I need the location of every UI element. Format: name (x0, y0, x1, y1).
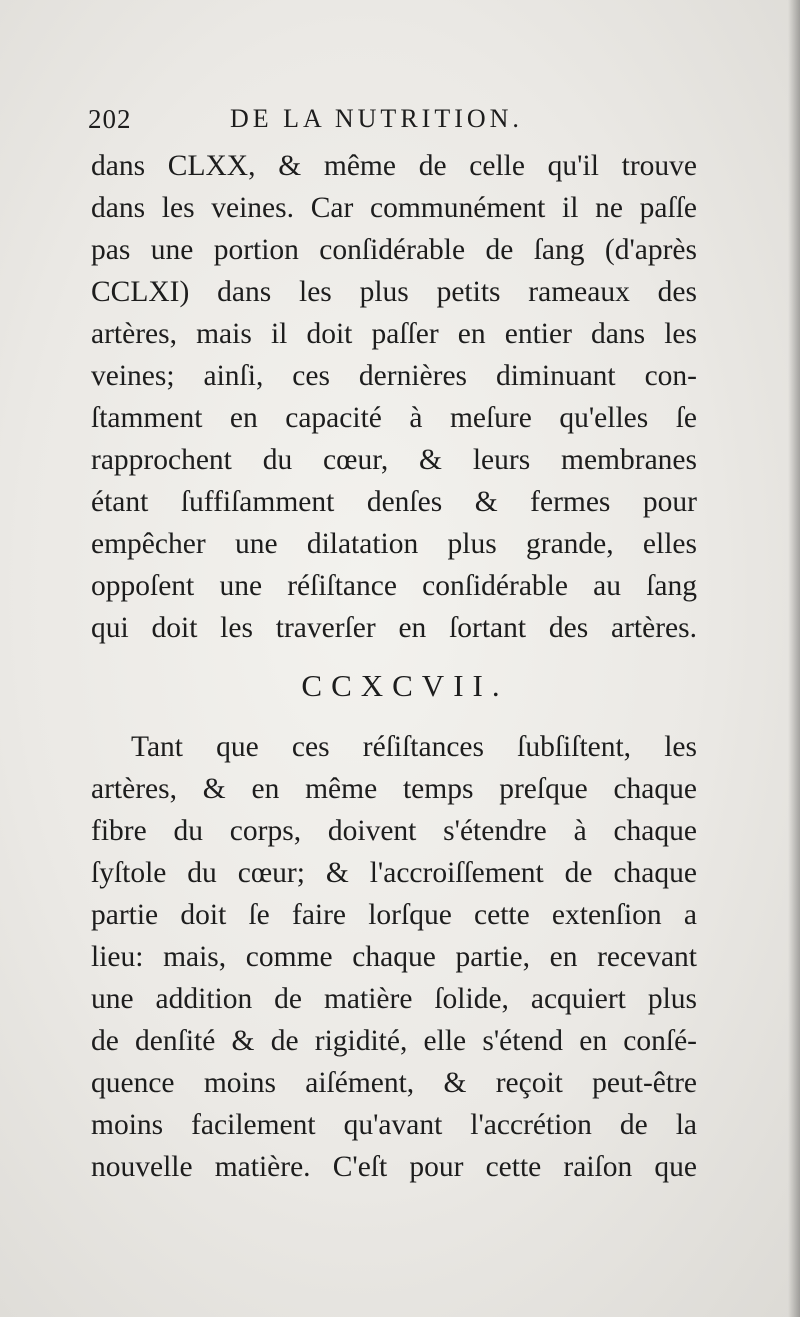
text-line: nouvelle matière. C'eſt pour cette raiſon que (91, 1151, 697, 1183)
text-line: veines; ainſi, ces dernières diminuant con- (91, 360, 697, 392)
text-line: une addition de matière ſolide, acquiert plus (91, 983, 697, 1015)
text-line: partie doit ſe faire lorſque cette extenſion a (91, 899, 697, 931)
text-line: rapprochent du cœur, & leurs membranes (91, 444, 697, 476)
section-heading: CCXCVII. (301, 668, 509, 703)
text-line: étant ſuffiſamment denſes & fermes pour (91, 486, 697, 518)
page-number: 202 (88, 104, 132, 134)
paragraph-continued (91, 145, 697, 649)
text-line: Tant que ces réſiſtances ſubſiſtent, les (131, 731, 697, 763)
text-line: artères, mais il doit paſſer en entier dans les (91, 318, 697, 350)
text-line: lieu: mais, comme chaque partie, en recevant (91, 941, 697, 973)
text-line: CCLXI) dans les plus petits rameaux des (91, 276, 697, 308)
text-line: ſtamment en capacité à meſure qu'elles ſe (91, 402, 697, 434)
text-line: dans CLXX, & même de celle qu'il trouve (91, 150, 697, 182)
text-line: empêcher une dilatation plus grande, elles (91, 528, 697, 560)
text-line: qui doit les traverſer en ſortant des artères. (91, 612, 697, 644)
text-line: artères, & en même temps preſque chaque (91, 773, 697, 805)
text-line: moins facilement qu'avant l'accrétion de la (91, 1109, 697, 1141)
page-header (88, 104, 688, 144)
text-line: de denſité & de rigidité, elle s'étend en conſé- (91, 1025, 697, 1057)
text-line: dans les veines. Car communément il ne paſſe (91, 192, 697, 224)
text-line: oppoſent une réſiſtance conſidérable au ſang (91, 570, 697, 602)
page-edge-shadow (788, 0, 800, 1317)
text-line: quence moins aiſément, & reçoit peut-être (91, 1067, 697, 1099)
paragraph-section (91, 726, 697, 1188)
text-line: pas une portion conſidérable de ſang (d'après (91, 234, 697, 266)
running-head: DE LA NUTRITION. (230, 104, 523, 133)
text-line: fibre du corps, doivent s'étendre à chaque (91, 815, 697, 847)
text-line: ſyſtole du cœur; & l'accroiſſement de chaque (91, 857, 697, 889)
